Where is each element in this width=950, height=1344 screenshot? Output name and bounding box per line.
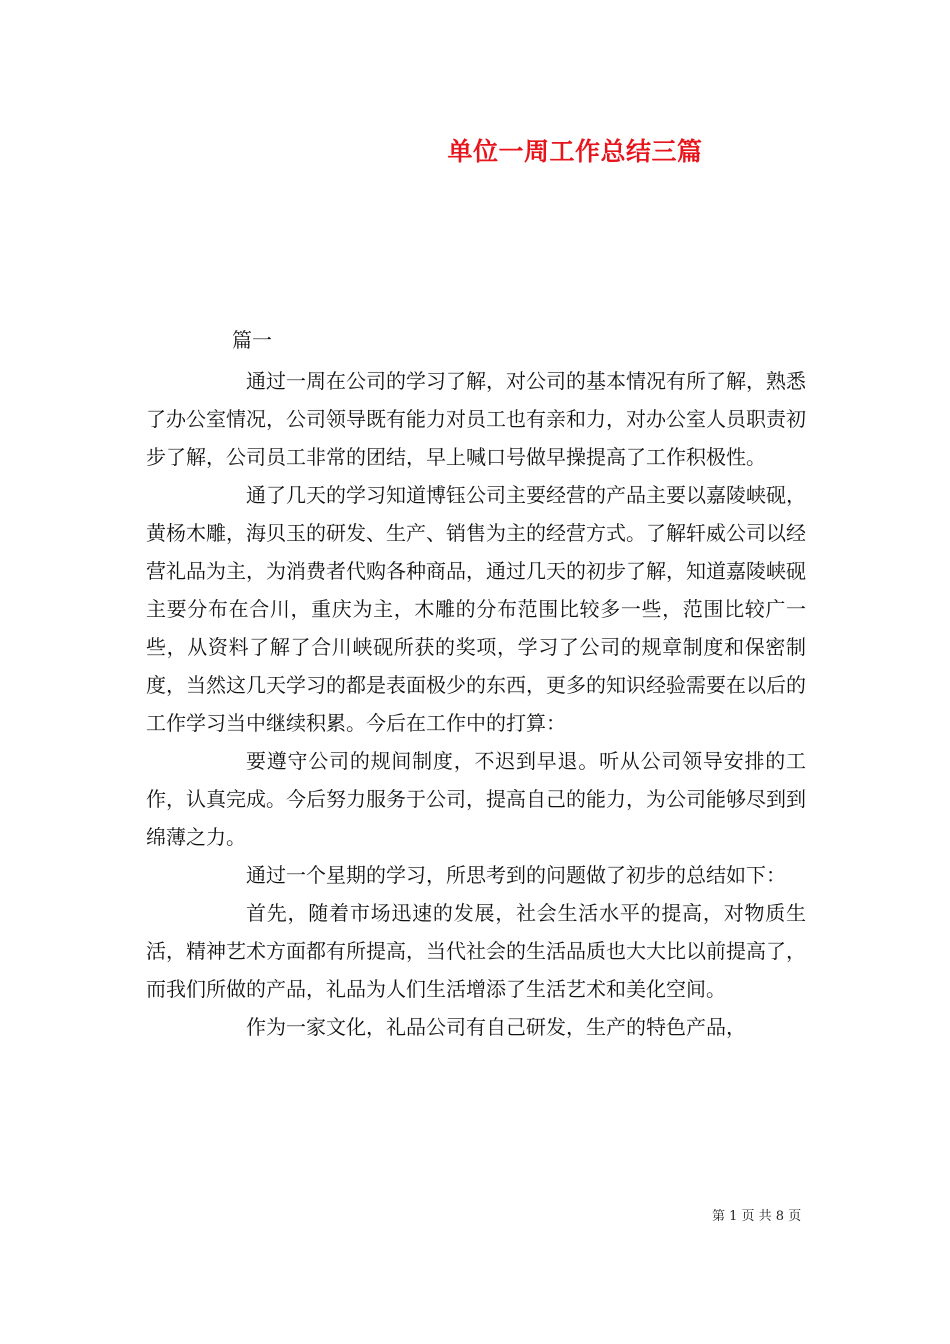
paragraph: 通过一周在公司的学习了解，对公司的基本情况有所了解，熟悉了办公室情况，公司领导既有能力对员工也有亲和力，对办公室人员职责初步了解，公司员工非常的团结，早上喊口号做早操提高了工作积极性。 xyxy=(146,369,806,469)
document-title: 单位一周工作总结三篇 xyxy=(447,137,703,166)
section-label: 篇一 xyxy=(232,328,272,352)
paragraph: 首先，随着市场迅速的发展，社会生活水平的提高，对物质生活，精神艺术方面都有所提高，当代社会的生活品质也大大比以前提高了，而我们所做的产品，礼品为人们生活增添了生活艺术和美化空间。 xyxy=(146,901,806,1001)
paragraph: 通过一个星期的学习，所思考到的问题做了初步的总结如下： xyxy=(246,863,786,887)
document-body xyxy=(146,362,806,1046)
paragraph: 通了几天的学习知道博钰公司主要经营的产品主要以嘉陵峡砚，黄杨木雕，海贝玉的研发、生产、销售为主的经营方式。了解轩威公司以经营礼品为主，为消费者代购各种商品，通过几天的初步了解，知道嘉陵峡砚主要分布在合川，重庆为主，木雕的分布范围比较多一些，范围比较广一些，从资料了解了合川峡砚所获的奖项，学习了公司的规章制度和保密制度，当然这几天学习的都是表面极少的东西，更多的知识经验需要在以后的工作学习当中继续积累。今后在工作中的打算： xyxy=(146,483,806,735)
paragraph: 作为一家文化，礼品公司有自己研发，生产的特色产品， xyxy=(246,1015,746,1039)
paragraph: 要遵守公司的规间制度，不迟到早退。听从公司领导安排的工作，认真完成。今后努力服务于公司，提高自己的能力，为公司能够尽到到绵薄之力。 xyxy=(146,749,806,849)
page-footer: 第 1 页 共 8 页 xyxy=(712,1209,802,1224)
